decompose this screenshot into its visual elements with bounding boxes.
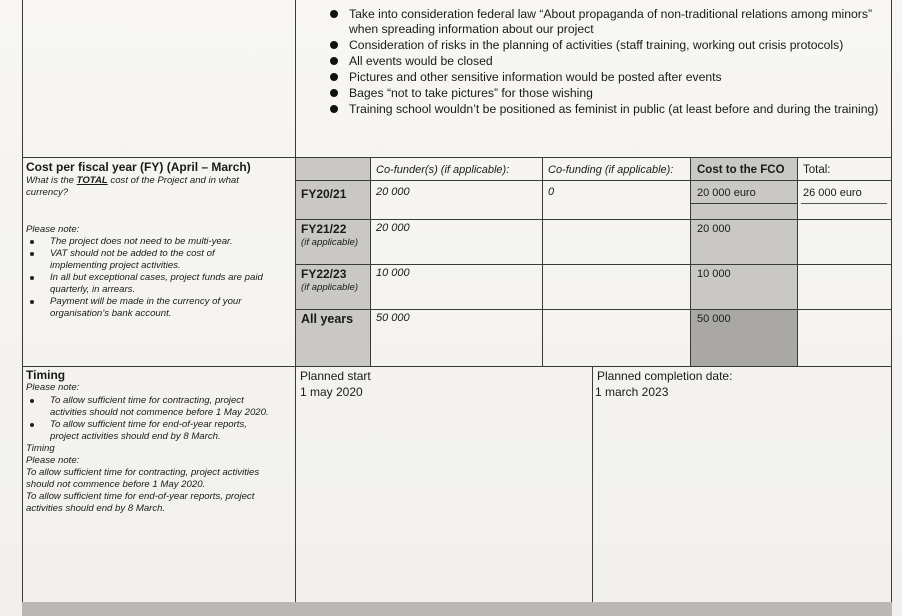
list-item bbox=[330, 86, 593, 101]
cofunders-fy22-23: 10 000 bbox=[376, 267, 410, 279]
cofunders-all-years: 50 000 bbox=[376, 312, 410, 324]
bullet-icon bbox=[330, 41, 338, 49]
list-item bbox=[330, 70, 722, 85]
next-section-header-bar bbox=[22, 602, 892, 616]
timing-repeat-line: To allow sufficient time for end-of-year reports, project bbox=[26, 491, 255, 502]
cost-col-line-4 bbox=[797, 158, 798, 366]
row-label-all-years: All years bbox=[301, 312, 354, 326]
list-item-continuation: activities should not commence before 1 May 2020. bbox=[50, 407, 269, 418]
bullet-icon bbox=[30, 423, 34, 427]
list-item-continuation bbox=[349, 22, 594, 37]
list-item bbox=[330, 102, 878, 117]
list-item-text: Take into consideration federal law “About propaganda of non-traditional relations among minors” bbox=[349, 7, 873, 21]
fco-fy22-23: 10 000 bbox=[697, 268, 731, 280]
list-item-text: Training school wouldn’t be positioned as feminist in public (at least before and during the training) bbox=[349, 102, 879, 116]
row-sublabel: (if applicable) bbox=[301, 237, 359, 248]
list-item bbox=[30, 272, 263, 284]
planned-completion-value: 1 march 2023 bbox=[595, 385, 669, 399]
row-divider-2 bbox=[22, 366, 892, 367]
fco-cell-underline bbox=[691, 203, 797, 204]
cofunding-fy20-21: 0 bbox=[548, 186, 555, 198]
timing-repeat-line: Please note: bbox=[26, 455, 80, 466]
col-header-cofunding: Co-funding (if applicable): bbox=[548, 164, 674, 176]
bullet-icon bbox=[30, 252, 34, 256]
note-text: Payment will be made in the currency of your bbox=[50, 296, 242, 307]
col-header-total: Total: bbox=[803, 164, 831, 176]
list-item bbox=[30, 395, 244, 407]
list-item-text: Consideration of risks in the planning of activities (staff training, working out crisis protocols) bbox=[349, 38, 844, 52]
row-label-fy21-22: FY21/22 bbox=[301, 222, 347, 236]
cost-heading: Cost per fiscal year (FY) (April – March) bbox=[26, 160, 251, 174]
note-text: The project does not need to be multi-year. bbox=[50, 236, 233, 247]
timing-repeat-line: Timing bbox=[26, 443, 55, 454]
planned-start-value: 1 may 2020 bbox=[300, 385, 363, 399]
list-item-continuation: project activities should end by 8 March. bbox=[50, 431, 221, 442]
timing-repeat-line: activities should end by 8 March. bbox=[26, 503, 166, 514]
note-text: To allow sufficient time for contracting, project bbox=[50, 395, 244, 406]
list-item-text: All events would be closed bbox=[349, 54, 493, 68]
note-text: In all but exceptional cases, project funds are paid bbox=[50, 272, 263, 283]
timing-note-label: Please note: bbox=[26, 382, 80, 393]
list-item bbox=[330, 7, 872, 22]
cost-col-line-3 bbox=[690, 158, 691, 366]
bullet-icon bbox=[330, 89, 338, 97]
timing-repeat-line: should not commence before 1 May 2020. bbox=[26, 479, 206, 490]
list-item bbox=[330, 54, 493, 69]
list-item bbox=[30, 248, 215, 260]
list-item-continuation: implementing project activities. bbox=[50, 260, 181, 271]
bullet-icon bbox=[30, 300, 34, 304]
list-item-continuation: quarterly, in arrears. bbox=[50, 284, 136, 295]
cost-row-line-1 bbox=[296, 180, 891, 181]
note-text: To allow sufficient time for end-of-year reports, bbox=[50, 419, 247, 430]
bullet-icon bbox=[330, 73, 338, 81]
timing-repeat-line: To allow sufficient time for contracting, project activities bbox=[26, 467, 260, 478]
list-item bbox=[30, 419, 247, 431]
cost-col-line-1 bbox=[370, 158, 371, 366]
list-item-text: Pictures and other sensitive information would be posted after events bbox=[349, 70, 722, 84]
list-item bbox=[30, 236, 233, 248]
list-item bbox=[330, 38, 843, 53]
row-label-fy22-23: FY22/23 bbox=[301, 267, 347, 281]
cost-question bbox=[26, 175, 239, 187]
cost-note-label: Please note: bbox=[26, 224, 80, 235]
cost-question-text: What is the bbox=[26, 175, 77, 186]
bullet-icon bbox=[330, 105, 338, 113]
total-emphasis: TOTAL bbox=[76, 175, 108, 186]
total-fy20-21: 26 000 euro bbox=[803, 187, 862, 199]
list-item-text: Bages “not to take pictures” for those wishing bbox=[349, 86, 593, 100]
planned-completion-label: Planned completion date: bbox=[597, 369, 733, 383]
bullet-icon bbox=[330, 57, 338, 65]
fco-fy21-22: 20 000 bbox=[697, 223, 731, 235]
cost-col-line-2 bbox=[542, 158, 543, 366]
cost-question-text: cost of the Project and in what bbox=[107, 175, 239, 186]
bullet-icon bbox=[30, 276, 34, 280]
cofunders-fy20-21: 20 000 bbox=[376, 186, 410, 198]
list-item bbox=[30, 296, 241, 308]
bullet-icon bbox=[30, 240, 34, 244]
bullet-icon bbox=[30, 399, 34, 403]
cofunders-fy21-22: 20 000 bbox=[376, 222, 410, 234]
fco-all-years: 50 000 bbox=[697, 313, 731, 325]
cost-row-line-2 bbox=[296, 219, 891, 220]
list-item-text: when spreading information about our project bbox=[349, 22, 594, 36]
cost-row-line-4 bbox=[296, 309, 891, 310]
timing-column-divider bbox=[592, 367, 593, 602]
fco-fy20-21: 20 000 euro bbox=[697, 187, 756, 199]
row-sublabel: (if applicable) bbox=[301, 282, 359, 293]
cost-row-line-3 bbox=[296, 264, 891, 265]
col-header-fco: Cost to the FCO bbox=[697, 164, 785, 176]
cost-question-line2: currency? bbox=[26, 187, 69, 198]
table-left-border bbox=[22, 0, 23, 602]
table-right-border bbox=[891, 0, 892, 602]
bullet-icon bbox=[330, 10, 338, 18]
col-header-cofunders: Co-funder(s) (if applicable): bbox=[376, 164, 510, 176]
row-label-fy20-21: FY20/21 bbox=[301, 187, 347, 201]
note-text: VAT should not be added to the cost of bbox=[50, 248, 215, 259]
list-item-continuation: organisation’s bank account. bbox=[50, 308, 172, 319]
timing-heading: Timing bbox=[26, 368, 66, 382]
planned-start-label: Planned start bbox=[300, 369, 371, 383]
total-cell-underline bbox=[801, 203, 887, 204]
